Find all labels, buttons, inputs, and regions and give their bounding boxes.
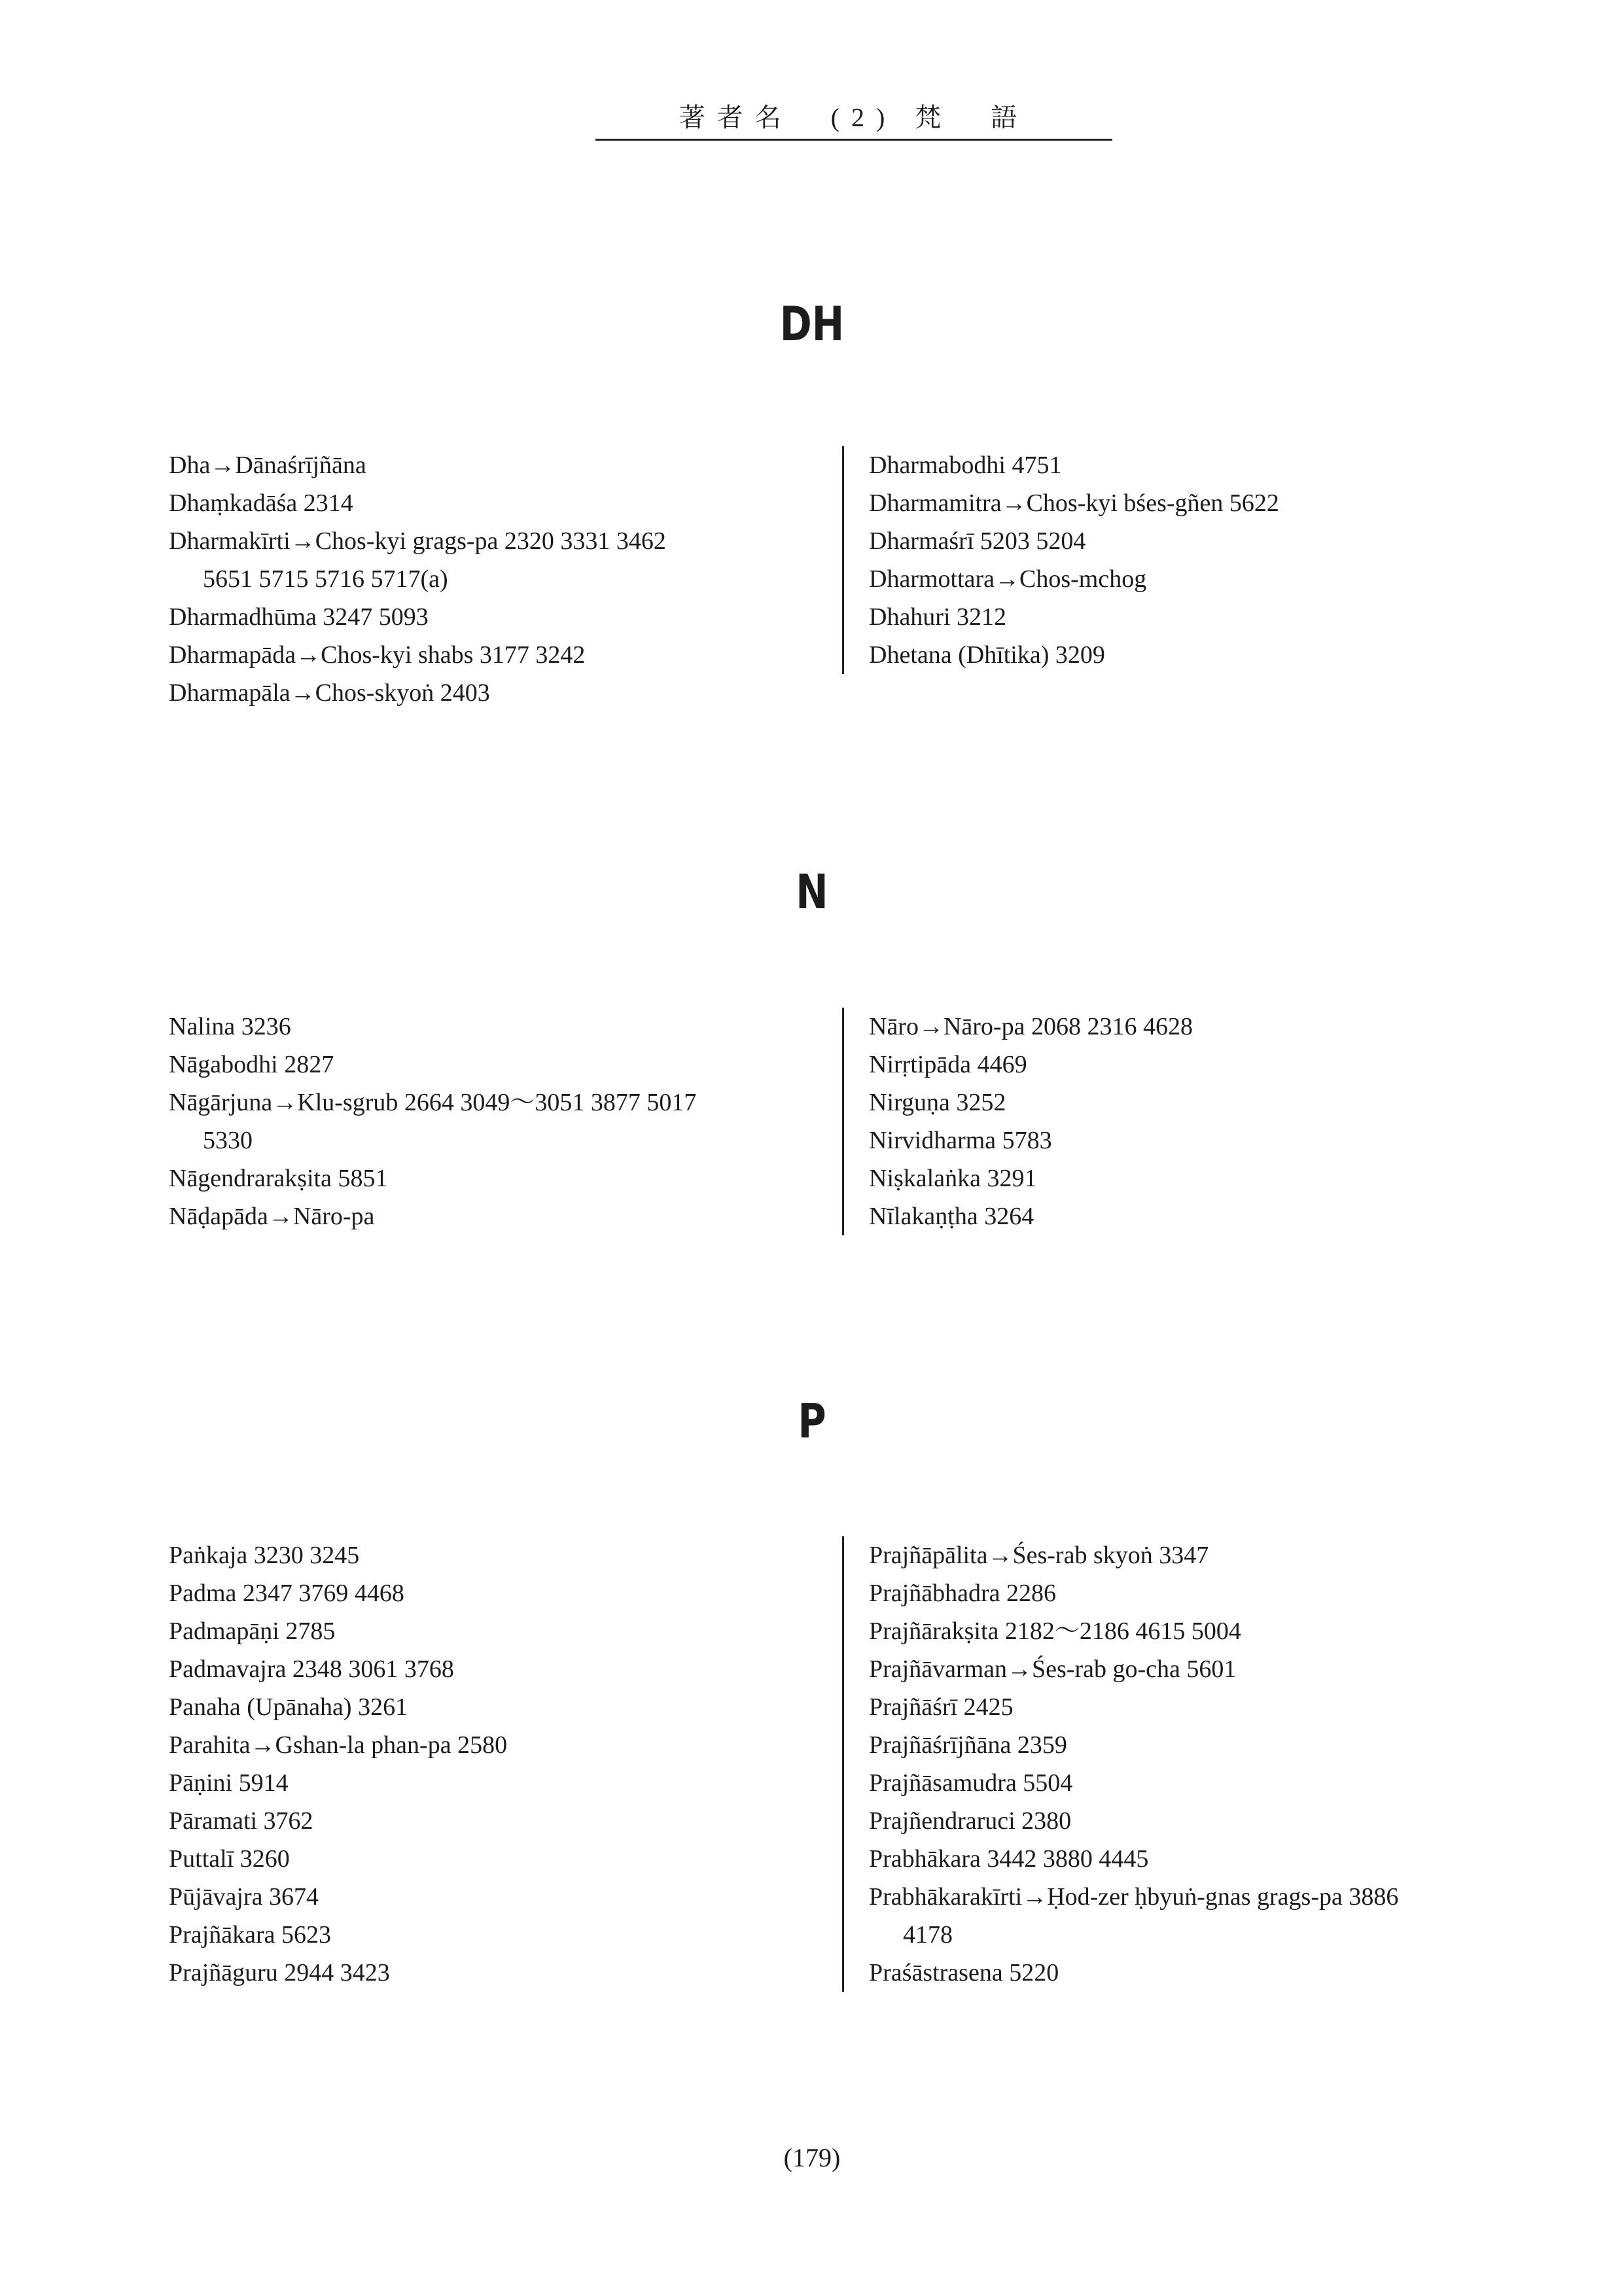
index-entry: Paṅkaja 3230 3245 [169, 1542, 360, 1569]
index-entry: Padmapāṇi 2785 [169, 1617, 336, 1645]
dh-left-column [169, 446, 823, 712]
index-entry: Prajñārakṣita 2182〜2186 4615 5004 [869, 1617, 1241, 1645]
running-header: 著者名 (2) 梵 語 [595, 97, 1112, 141]
section-heading-p: P [798, 1394, 826, 1449]
index-entry: Pāṇini 5914 [169, 1769, 289, 1797]
index-entry: Prajñākara 5623 [169, 1921, 331, 1949]
index-entry: Nirṛtipāda 4469 [869, 1051, 1027, 1078]
index-entry: Nalina 3236 [169, 1013, 291, 1040]
index-entry: Niṣkalaṅka 3291 [869, 1165, 1037, 1192]
p-left-column [169, 1536, 823, 1992]
n-right-column [842, 1008, 1523, 1235]
index-entry-continuation: 5651 5715 5716 5717(a) [203, 565, 448, 593]
index-entry: Dhahuri 3212 [869, 603, 1007, 631]
index-entry: Dharmaśrī 5203 5204 [869, 527, 1086, 555]
section-heading-dh: DH [779, 296, 845, 351]
index-entry: Puttalī 3260 [169, 1845, 290, 1873]
dh-right-column [842, 446, 1523, 674]
index-entry: Nirguṇa 3252 [869, 1089, 1006, 1116]
index-entry: Dharmadhūma 3247 5093 [169, 603, 429, 631]
index-entry: Nāgendrarakṣita 5851 [169, 1165, 388, 1192]
n-left-column [169, 1008, 823, 1235]
index-entry: Prajñāvarman→Śes-rab go-cha 5601 [869, 1655, 1237, 1683]
index-entry: Dhaṃkadāśa 2314 [169, 489, 353, 517]
index-entry: Prajñāśrījñāna 2359 [869, 1731, 1067, 1759]
index-entry: Prajñābhadra 2286 [869, 1580, 1056, 1607]
index-entry: Praśāstrasena 5220 [869, 1959, 1059, 1987]
index-entry: Prajñāpālita→Śes-rab skyoṅ 3347 [869, 1542, 1209, 1569]
index-entry: Pāramati 3762 [169, 1807, 313, 1835]
index-entry: Nīlakaṇṭha 3264 [869, 1203, 1034, 1230]
index-entry: Nāgabodhi 2827 [169, 1051, 334, 1078]
index-entry: Nāgārjuna→Klu-sgrub 2664 3049〜3051 3877 5017 [169, 1089, 697, 1116]
index-entry: Prajñāguru 2944 3423 [169, 1959, 390, 1987]
index-entry: Prajñendraruci 2380 [869, 1807, 1072, 1835]
index-entry: Dharmapāda→Chos-kyi shabs 3177 3242 [169, 641, 586, 669]
index-entry: Nāro→Nāro-pa 2068 2316 4628 [869, 1013, 1193, 1040]
index-entry: Nāḍapāda→Nāro-pa [169, 1203, 375, 1230]
index-entry: Dharmamitra→Chos-kyi bśes-gñen 5622 [869, 489, 1279, 517]
index-entry: Dharmabodhi 4751 [869, 451, 1062, 479]
index-entry: Dhetana (Dhītika) 3209 [869, 641, 1105, 669]
index-entry: Padmavajra 2348 3061 3768 [169, 1655, 454, 1683]
section-heading-n: N [796, 864, 828, 919]
index-entry-continuation: 5330 [203, 1127, 253, 1154]
index-entry: Prajñāśrī 2425 [869, 1693, 1014, 1721]
index-entry: Dharmakīrti→Chos-kyi grags-pa 2320 3331 3462 [169, 527, 666, 555]
p-right-column [842, 1536, 1523, 1992]
index-entry: Pūjāvajra 3674 [169, 1883, 319, 1911]
index-entry: Panaha (Upānaha) 3261 [169, 1693, 408, 1721]
index-entry: Dha→Dānaśrījñāna [169, 451, 366, 479]
index-entry: Prabhākarakīrti→Ḥod-zer ḥbyuṅ-gnas grags-pa 3886 [869, 1883, 1399, 1911]
index-entry: Nirvidharma 5783 [869, 1127, 1052, 1154]
index-entry: Dharmapāla→Chos-skyoṅ 2403 [169, 679, 490, 707]
index-entry: Prajñāsamudra 5504 [869, 1769, 1073, 1797]
index-entry-continuation: 4178 [903, 1921, 953, 1949]
index-entry: Padma 2347 3769 4468 [169, 1580, 404, 1607]
index-entry: Prabhākara 3442 3880 4445 [869, 1845, 1149, 1873]
index-entry: Dharmottara→Chos-mchog [869, 565, 1147, 593]
page-number: (179) [783, 2143, 841, 2172]
index-entry: Parahita→Gshan-la phan-pa 2580 [169, 1731, 508, 1759]
